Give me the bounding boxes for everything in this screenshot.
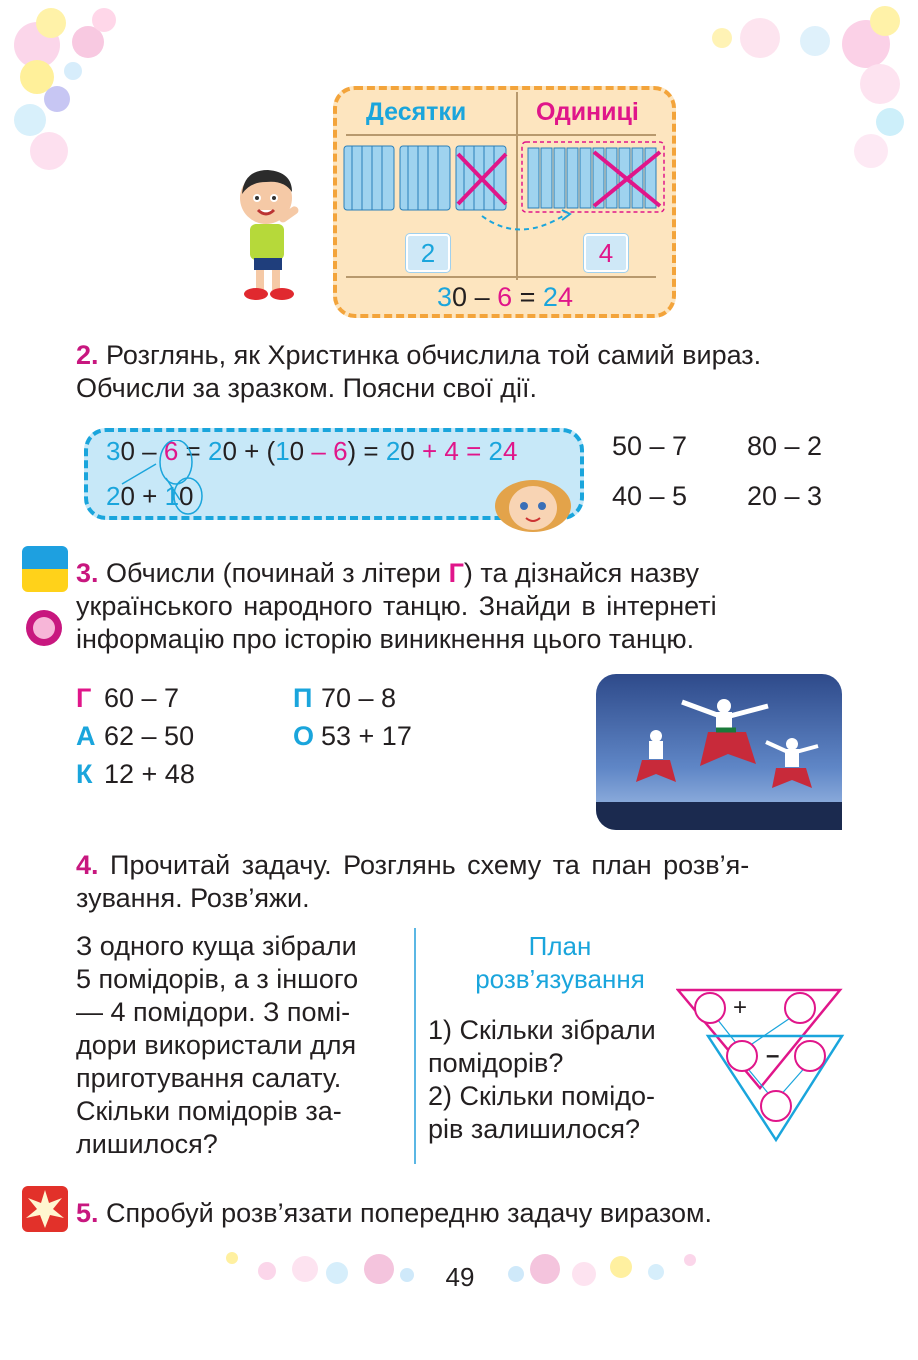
plan-title: План розв’язування: [475, 931, 645, 994]
hopak-dancers-photo: [596, 674, 842, 830]
tens-digit: 2: [406, 234, 450, 272]
scheme-minus-sign: –: [766, 1042, 780, 1069]
exercise-2: 80 – 2: [747, 431, 823, 461]
task3-item-o: О 53 + 17: [293, 721, 412, 751]
task5-text: 5. Спробуй розв’язати попередню задачу виразом.: [76, 1198, 713, 1228]
task3-text-line2: українського народного танцю. Знайди в інтернеті: [76, 591, 717, 621]
equation-divider: [346, 276, 656, 278]
task2-text-line2: Обчисли за зразком. Поясни свої дії.: [76, 373, 537, 403]
task4-number: 4.: [76, 850, 99, 880]
christina-sample-line1: 30 – 6 = 20 + (10 – 6) = 20 + 4 = 24: [106, 436, 518, 466]
boy-illustration: [236, 166, 316, 300]
solution-scheme: [676, 984, 846, 1144]
plan-steps: 1) Скільки зібрали помідорів? 2) Скільки помідо- рів залишилося?: [428, 1015, 656, 1144]
ones-digit: 4: [584, 234, 628, 272]
challenge-star-icon: [22, 1186, 68, 1232]
task5-number: 5.: [76, 1198, 99, 1228]
exercise-1: 50 – 7: [612, 431, 688, 461]
task3-item-k: К 12 + 48: [76, 759, 195, 789]
ukraine-flag-icon: [22, 546, 68, 592]
task3-text-line1: 3. Обчисли (починай з літери Г) та дізнайся назву: [76, 558, 700, 588]
page-number: 49: [445, 1262, 475, 1292]
sticks-illustration: [340, 140, 670, 240]
task4-divider: [414, 928, 416, 1164]
task3-item-g: Г 60 – 7: [76, 683, 180, 713]
task2-text-line1: 2. Розглянь, як Христинка обчислила той самий вираз.: [76, 340, 762, 370]
internet-button-icon[interactable]: [26, 610, 62, 646]
task4-text-line2: зування. Розв’яжи.: [76, 883, 310, 913]
task2-number: 2.: [76, 340, 99, 370]
girl-face-illustration: [494, 476, 572, 532]
header-ones: Одиниці: [536, 98, 639, 126]
exercise-4: 20 – 3: [747, 481, 823, 511]
decomposition-lines: [100, 440, 230, 516]
scheme-plus-sign: +: [733, 994, 748, 1021]
exercise-3: 40 – 5: [612, 481, 688, 511]
task3-item-a: А 62 – 50: [76, 721, 195, 751]
christina-sample-line2: 20 + 10: [106, 481, 194, 511]
task4-text-line1: 4. Прочитай задачу. Розглянь схему та план розв’я-: [76, 850, 750, 880]
header-divider: [346, 134, 656, 136]
header-tens: Десятки: [366, 98, 467, 126]
task4-problem-text: З одного куща зібрали 5 помідорів, а з іншого — 4 помідори. З помі- дори використали для приготування салату. Скільки помідорів за- лишилося?: [76, 931, 359, 1159]
task3-number: 3.: [76, 558, 99, 588]
task3-item-p: П 70 – 8: [293, 683, 397, 713]
task3-text-line3: інформацію про історію виникнення цього танцю.: [76, 624, 695, 654]
task1-equation: 30 – 6 = 24: [437, 282, 573, 312]
